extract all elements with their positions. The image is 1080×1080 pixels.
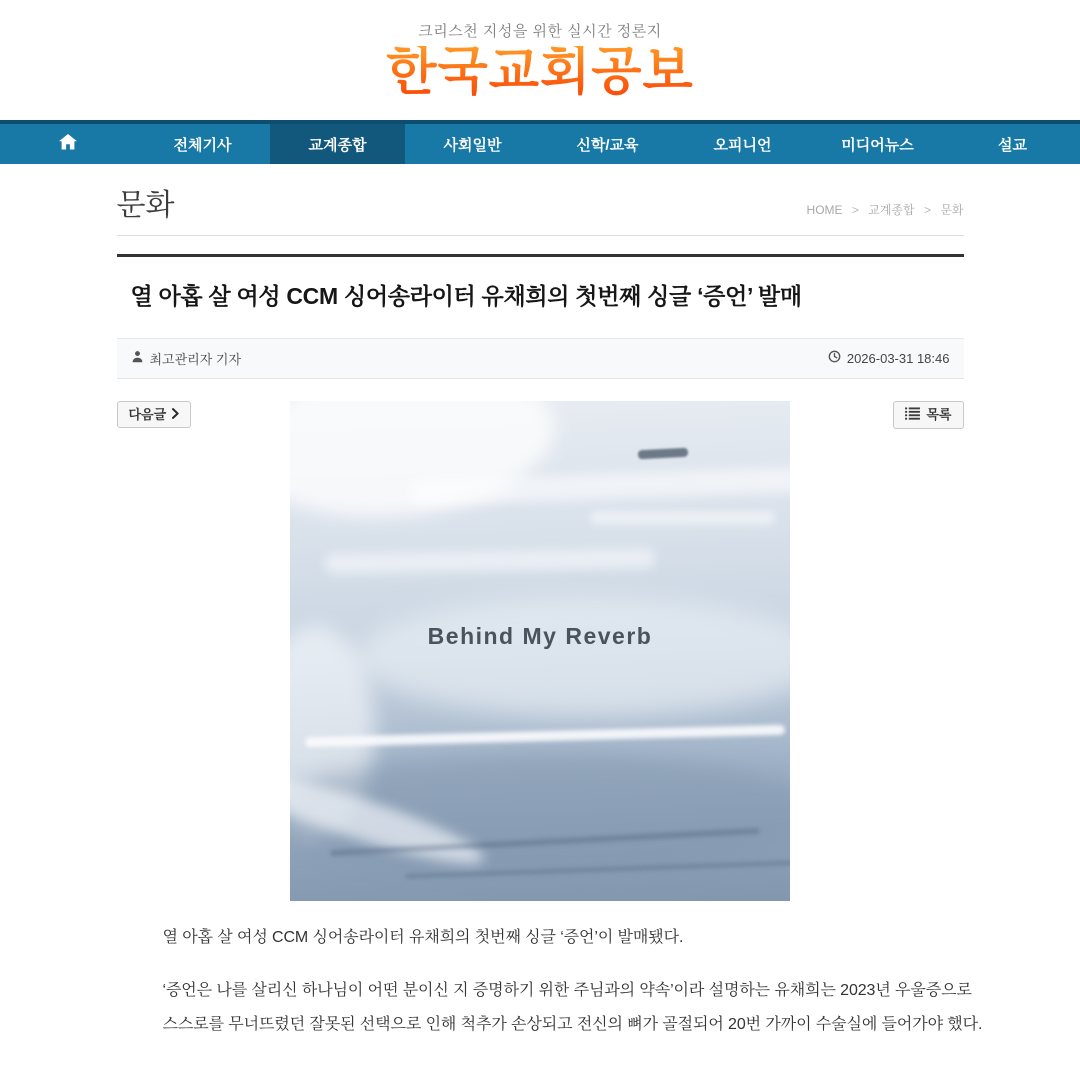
paint-stroke [290, 401, 562, 532]
author-cell [131, 349, 242, 368]
nav-item-theology-education[interactable]: 신학/교육 [576, 136, 639, 154]
main-nav [0, 120, 1080, 164]
chevron-right-icon [172, 407, 179, 423]
home-icon [59, 134, 77, 154]
datetime-cell [828, 350, 950, 366]
site-logo[interactable]: 한국교회공보 [386, 43, 694, 101]
paint-stroke [590, 511, 775, 525]
next-article-button[interactable] [117, 401, 192, 429]
article-paragraph: 열 아홉 살 여성 CCM 싱어송라이터 유채희의 첫번째 싱글 ‘증언’이 발매됐다. [162, 928, 684, 946]
list-button-label: 목록 [926, 407, 952, 423]
nav-item-sermon[interactable]: 설교 [998, 136, 1027, 154]
masthead [0, 0, 1080, 101]
category-header [117, 164, 964, 236]
list-icon [905, 407, 920, 424]
breadcrumb-section[interactable]: 교계종합 [868, 202, 915, 217]
paint-smudge [638, 447, 688, 459]
paint-stroke [325, 548, 655, 574]
breadcrumb-home[interactable]: HOME [806, 202, 843, 217]
nav-item-church-general[interactable]: 교계종합 [270, 124, 405, 164]
breadcrumb-separator: > [851, 202, 859, 217]
page-title: 문화 [116, 189, 175, 222]
nav-item-media-news[interactable]: 미디어뉴스 [841, 136, 914, 154]
person-icon [131, 350, 144, 366]
site-tagline: 크리스천 지성을 위한 실시간 정론지 [418, 23, 662, 40]
breadcrumb-separator: > [923, 202, 931, 217]
article [117, 254, 983, 1042]
article-title: 열 아홉 살 여성 CCM 싱어송라이터 유채희의 첫번째 싱글 ‘증언’ 발매 [130, 282, 802, 309]
content-area [116, 164, 983, 1041]
article-paragraph: ‘증언은 나를 살리신 하나님이 어떤 분이신 지 증명하기 위한 주님과의 약속’이라 설명하는 유채희는 2023년 우울증으로 스스로를 무너뜨렸던 잘못된 선택으로 인해 척추가 손상되고 전신의 뼈가 골절되어 20번 가까이 수술실에 들어가야 했다. [162, 982, 983, 1033]
publish-datetime: 2026-03-31 18:46 [846, 350, 950, 366]
article-image-album-art [290, 401, 790, 901]
list-button[interactable] [893, 401, 963, 430]
byline-bar [117, 338, 964, 379]
nav-item-opinion[interactable]: 오피니언 [713, 136, 772, 154]
breadcrumb [807, 201, 964, 222]
nav-item-society[interactable]: 사회일반 [443, 136, 502, 154]
clock-icon [828, 350, 841, 366]
nav-item-home[interactable] [0, 124, 135, 164]
article-body [163, 921, 986, 1042]
author-name: 최고관리자 기자 [149, 351, 242, 367]
paint-stroke [305, 724, 785, 747]
nav-item-all-articles[interactable]: 전체기사 [173, 136, 232, 154]
album-title-text: Behind My Reverb [427, 623, 653, 650]
breadcrumb-current: 문화 [940, 202, 964, 217]
paint-stroke [355, 596, 790, 716]
media-row [117, 401, 964, 901]
next-article-label: 다음글 [128, 406, 167, 422]
